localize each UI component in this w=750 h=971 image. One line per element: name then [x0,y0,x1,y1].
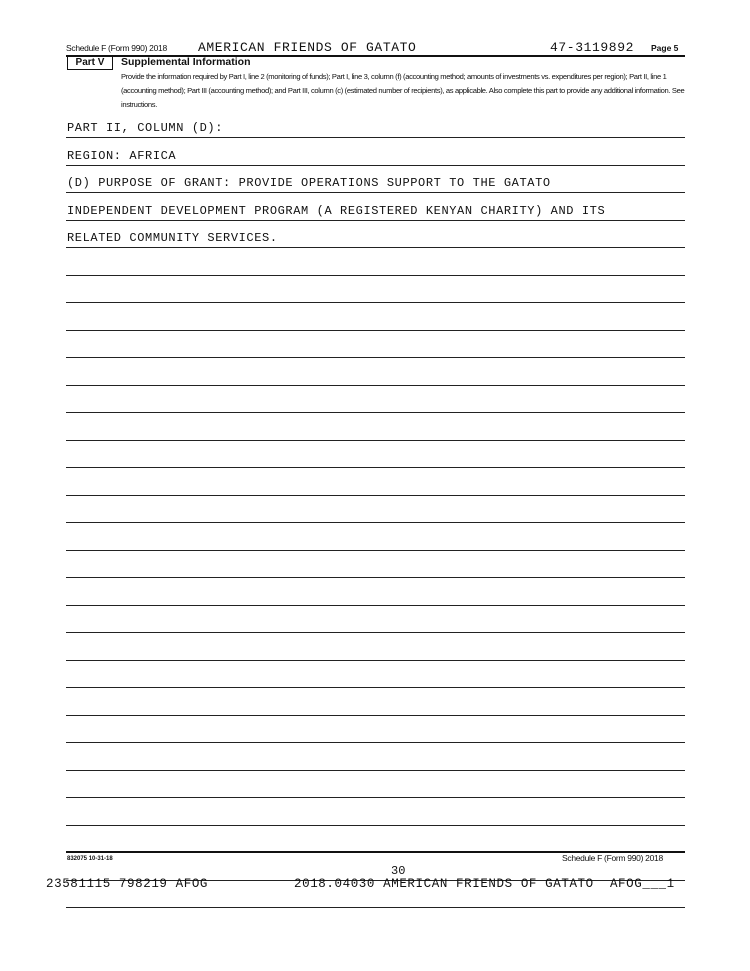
part-title: Supplemental Information [121,56,251,68]
page-label: Page 5 [651,43,679,53]
supplemental-line-text: REGION: AFRICA [67,148,177,163]
organization-name: AMERICAN FRIENDS OF GATATO [198,40,417,55]
line-rule [66,687,685,688]
line-rule [66,632,685,633]
line-rule [66,192,685,193]
line-rule [66,495,685,496]
line-rule [66,660,685,661]
line-rule [66,440,685,441]
part-instructions: Provide the information required by Part I, line 2 (monitoring of funds); Part I, line 3, column (f) (accounting method; amounts of investments vs. expenditures per region); Part II, line 1 (accounting method); Part III (accounting method); and Part III, column (c) (estimated number of recipients), as applicable. Also complete this part to provide any additional information. See instructions. [121,72,685,109]
line-rule [66,907,685,908]
line-rule [66,165,685,166]
line-rule [66,467,685,468]
line-rule [66,797,685,798]
supplemental-line-text: (D) PURPOSE OF GRANT: PROVIDE OPERATIONS SUPPORT TO THE GATATO [67,176,551,190]
line-rule [66,220,685,221]
line-rule [66,522,685,523]
batch-id: 23581115 798219 AFOG [46,877,209,891]
batch-org-code: 2018.04030 AMERICAN FRIENDS OF GATATO AFOG___1 [294,877,675,891]
line-rule [66,742,685,743]
page-header [66,40,685,56]
ein-number: 47-3119892 [550,40,635,55]
line-rule [66,550,685,551]
line-rule [66,385,685,386]
line-rule [66,825,685,826]
page-number: 30 [391,864,406,878]
form-label: Schedule F (Form 990) 2018 [66,43,167,53]
line-rule [66,605,685,606]
line-rule [66,412,685,413]
line-rule [66,357,685,358]
line-rule [66,247,685,248]
line-rule [66,275,685,276]
line-rule [66,137,685,138]
line-rule [66,302,685,303]
footer-form-label: Schedule F (Form 990) 2018 [562,853,663,863]
part-label-box: Part V [67,56,113,70]
line-rule [66,715,685,716]
line-rule [66,770,685,771]
supplemental-line-text: INDEPENDENT DEVELOPMENT PROGRAM (A REGISTERED KENYAN CHARITY) AND ITS [67,203,606,218]
supplemental-line-text: RELATED COMMUNITY SERVICES. [67,231,278,245]
line-rule [66,330,685,331]
line-rule [66,577,685,578]
form-code: 832075 10-31-18 [67,856,113,862]
supplemental-line-text: PART II, COLUMN (D): [67,121,224,135]
